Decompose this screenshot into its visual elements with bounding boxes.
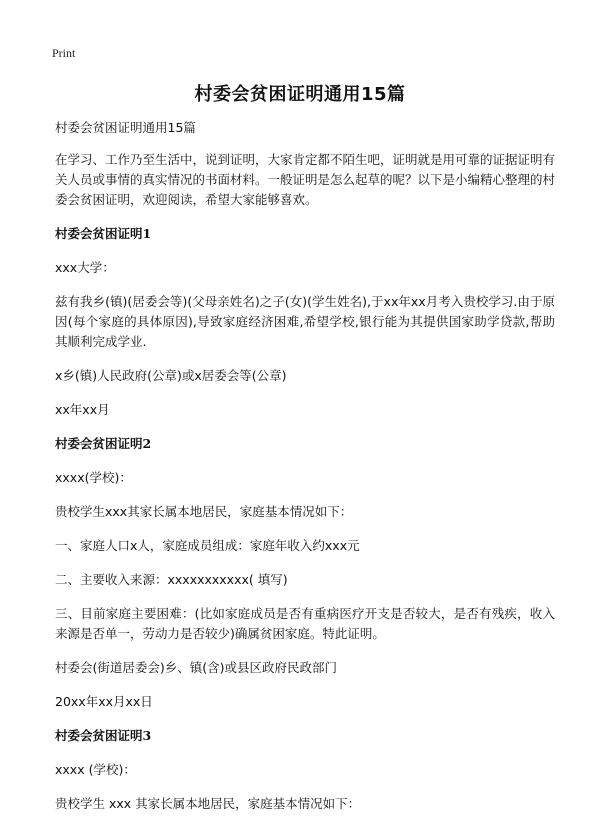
section2-signature: 村委会(街道居委会)乡、镇(含)或县区政府民政部门 [55,660,338,675]
section2-line1: 贵校学生xxx其家长属本地居民，家庭基本情况如下： [55,504,353,519]
section2-line4: 三、目前家庭主要困难：(比如家庭成员是否有重病医疗开支是否较大，是否有残疾，收入来源是否单一，劳动力是否较少)确属贫困家庭。特此证明。 [55,606,555,641]
section1-date: xx年xx月 [55,402,110,417]
section1-salutation: xxx大学： [55,260,115,275]
section3-line1: 贵校学生 xxx 其家长属本地居民，家庭基本情况如下： [55,796,361,811]
section1-signature: x乡(镇)人民政府(公章)或x居委会等(公章) [55,368,287,383]
section2-salutation: xxxx(学校)： [55,470,132,485]
subtitle: 村委会贫困证明通用15篇 [55,120,196,135]
document-body [55,118,555,828]
print-link[interactable]: Print [52,46,76,60]
section2-line2: 一、家庭人口x人，家庭成员组成：家庭年收入约xxx元 [55,538,360,553]
section-heading-2: 村委会贫困证明2 [55,436,152,451]
section-heading-3: 村委会贫困证明3 [55,728,152,743]
section-heading-1: 村委会贫困证明1 [55,226,152,241]
section2-date: 20xx年xx月xx日 [55,694,153,709]
section3-salutation: xxxx (学校)： [55,762,136,777]
section2-line3: 二、主要收入来源：xxxxxxxxxxx( 填写) [55,572,288,587]
page-title: 村委会贫困证明通用15篇 [194,84,406,105]
section1-paragraph: 兹有我乡(镇)(居委会等)(父母亲姓名)之子(女)(学生姓名),于xx年xx月考入贵校学习.由于原因(每个家庭的具体原因),导致家庭经济困难,希望学校,银行能为其提供国家助学贷款,帮助其顺利完成学业. [55,294,555,349]
intro-paragraph: 在学习、工作乃至生活中，说到证明，大家肯定都不陌生吧，证明就是用可靠的证据证明有关人员或事情的真实情况的书面材料。一般证明是怎么起草的呢？以下是小编精心整理的村委会贫困证明，欢迎阅读，希望大家能够喜欢。 [55,152,556,207]
